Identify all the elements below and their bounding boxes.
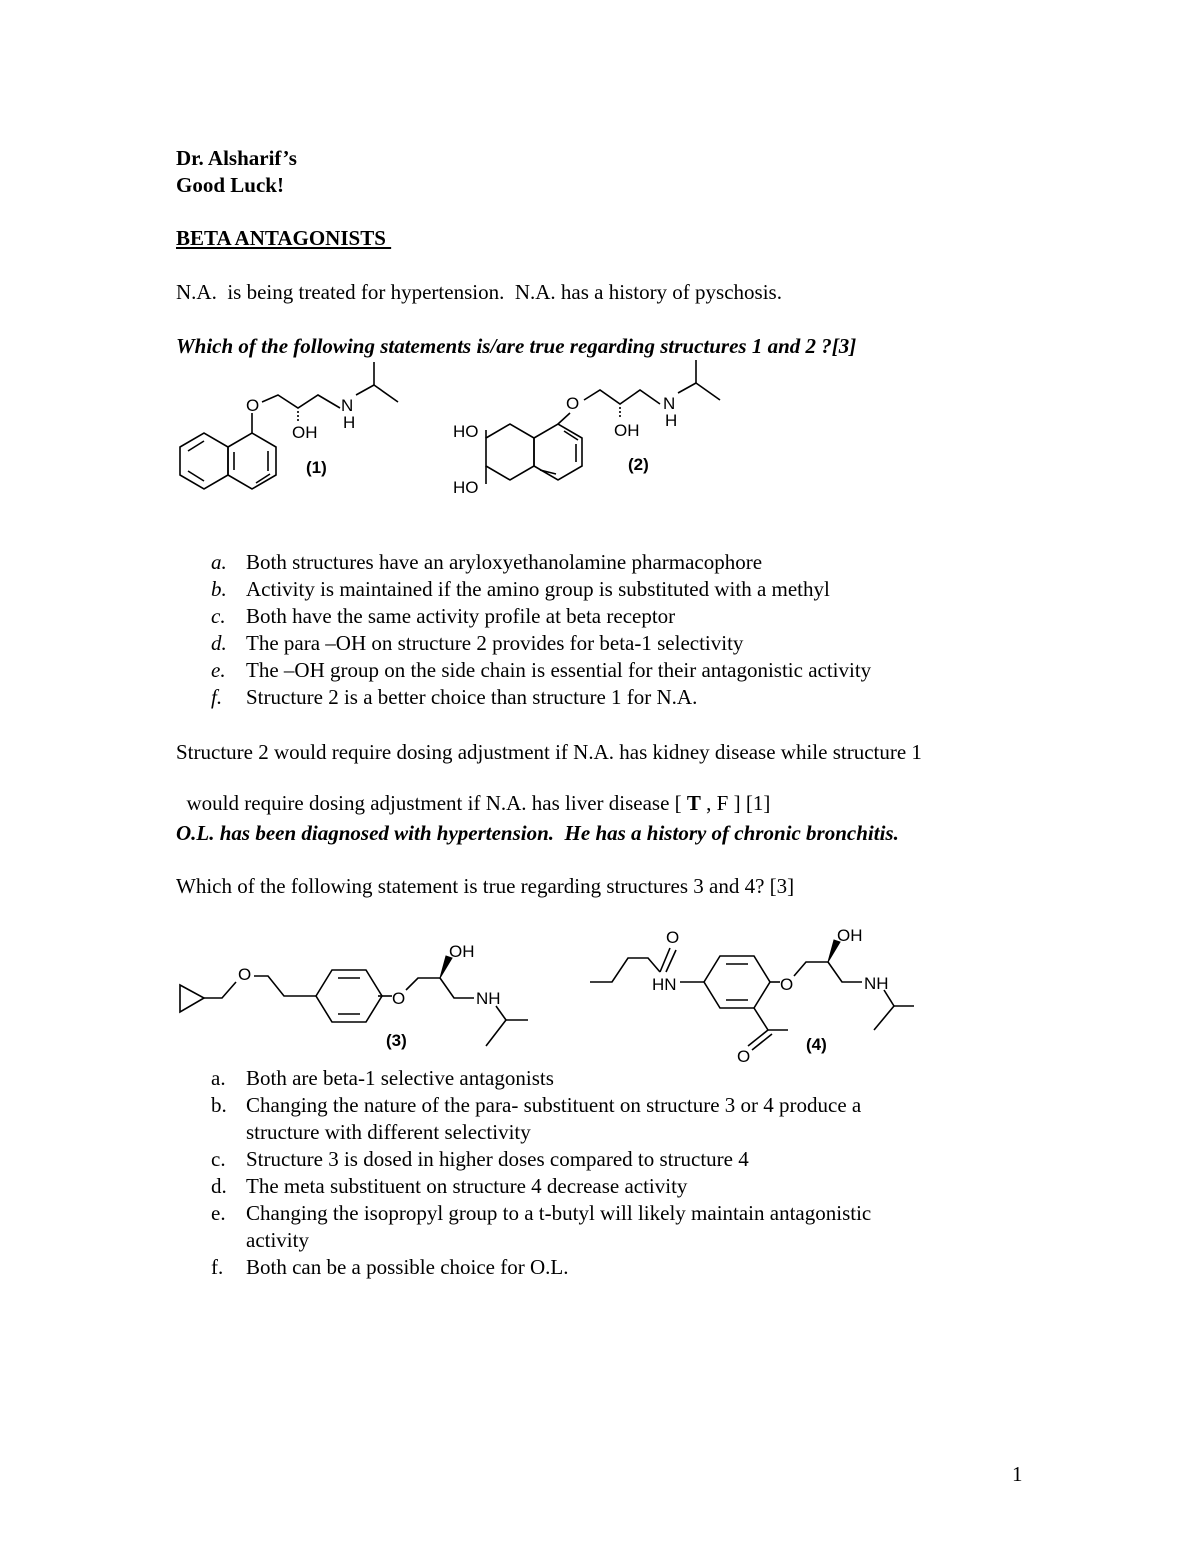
q2-option-marker: b.: [211, 1093, 227, 1117]
q2-option-marker: d.: [211, 1174, 227, 1198]
q2-option-text-continued[interactable]: structure with different selectivity: [246, 1120, 531, 1144]
q2-case-text: O.L. has been diagnosed with hypertension. He has a history of chronic bronchitis.: [176, 821, 899, 845]
q1-option-marker: d.: [211, 631, 227, 655]
s2-h-atom: H: [665, 411, 678, 430]
q1-option-marker: c.: [211, 604, 226, 628]
q2-option-text-continued[interactable]: activity: [246, 1228, 309, 1252]
q2-option-text[interactable]: Both are beta-1 selective antagonists: [246, 1066, 554, 1090]
q2-option-text[interactable]: The meta substituent on structure 4 decrease activity: [246, 1174, 688, 1198]
q1-option-text[interactable]: The –OH group on the side chain is essential for their antagonistic activity: [246, 658, 872, 682]
s1-h-atom: H: [343, 413, 356, 432]
q2-option-text[interactable]: Both can be a possible choice for O.L.: [246, 1255, 569, 1279]
s2-oh-group: OH: [614, 421, 640, 440]
s3-aryl-o: O: [392, 989, 406, 1008]
s1-o-atom: O: [246, 396, 260, 415]
q2-question: Which of the following statement is true regarding structures 3 and 4? [3]: [176, 874, 795, 898]
structure-4-bonds: [590, 940, 914, 1050]
s2-n-atom: N: [663, 394, 676, 413]
s3-oh-group: OH: [449, 942, 475, 961]
q1-option-marker: e.: [211, 658, 226, 682]
q2-option-text[interactable]: Changing the isopropyl group to a t-butyl will likely maintain antagonistic: [246, 1201, 872, 1225]
structure-1-label: (1): [306, 458, 327, 477]
q2-option-text[interactable]: Structure 3 is dosed in higher doses compared to structure 4: [246, 1147, 749, 1171]
tf-statement-line1: Structure 2 would require dosing adjustment if N.A. has kidney disease while structure 1: [176, 740, 922, 764]
s2-ho-bottom: HO: [453, 478, 479, 497]
q1-option-marker: a.: [211, 550, 227, 574]
q1-option-marker: f.: [211, 685, 223, 709]
structure-2-label: (2): [628, 455, 649, 474]
q2-option-text[interactable]: Changing the nature of the para- substituent on structure 3 or 4 produce a: [246, 1093, 862, 1117]
tf-answer[interactable]: T: [686, 791, 701, 815]
q1-option-text[interactable]: The para –OH on structure 2 provides for beta-1 selectivity: [246, 631, 744, 655]
s4-nh-group: NH: [864, 974, 889, 993]
author-line: Dr. Alsharif’s: [176, 146, 297, 170]
q1-option-text[interactable]: Both have the same activity profile at beta receptor: [246, 604, 676, 628]
structure-3-label: (3): [386, 1031, 407, 1050]
q1-option-text[interactable]: Structure 2 is a better choice than structure 1 for N.A.: [246, 685, 698, 709]
q1-option-text[interactable]: Activity is maintained if the amino group is substituted with a methyl: [246, 577, 830, 601]
q1-case-text: N.A. is being treated for hypertension. N.A. has a history of pyschosis.: [176, 280, 782, 304]
s2-ho-top: HO: [453, 422, 479, 441]
page-number: 1: [1012, 1462, 1023, 1486]
q1-question: Which of the following statements is/are true regarding structures 1 and 2 ?[3]: [176, 334, 857, 358]
s4-hn-group: HN: [652, 975, 677, 994]
section-title: BETA ANTAGONISTS: [176, 226, 392, 250]
s4-aryl-o: O: [780, 975, 794, 994]
q2-option-marker: f.: [211, 1255, 224, 1279]
s4-carbonyl-o-top: O: [666, 928, 680, 947]
s4-oh-group: OH: [837, 926, 863, 945]
s3-nh-group: NH: [476, 989, 501, 1008]
s1-oh-group: OH: [292, 423, 318, 442]
q2-option-marker: e.: [211, 1201, 226, 1225]
q1-option-text[interactable]: Both structures have an aryloxyethanolamine pharmacophore: [246, 550, 763, 574]
q1-option-marker: b.: [211, 577, 227, 601]
s1-n-atom: N: [341, 396, 354, 415]
s3-ether-o: O: [238, 965, 252, 984]
greeting-line: Good Luck!: [176, 173, 284, 197]
structure-4-label: (4): [806, 1035, 827, 1054]
tf-text-pre: would require dosing adjustment if N.A. has liver disease [: [186, 791, 687, 815]
s4-carbonyl-o-bottom: O: [737, 1047, 751, 1066]
s2-o-atom: O: [566, 394, 580, 413]
q2-option-marker: c.: [211, 1147, 226, 1171]
q2-option-marker: a.: [211, 1066, 226, 1090]
tf-text-post: , F ] [1]: [700, 791, 771, 815]
